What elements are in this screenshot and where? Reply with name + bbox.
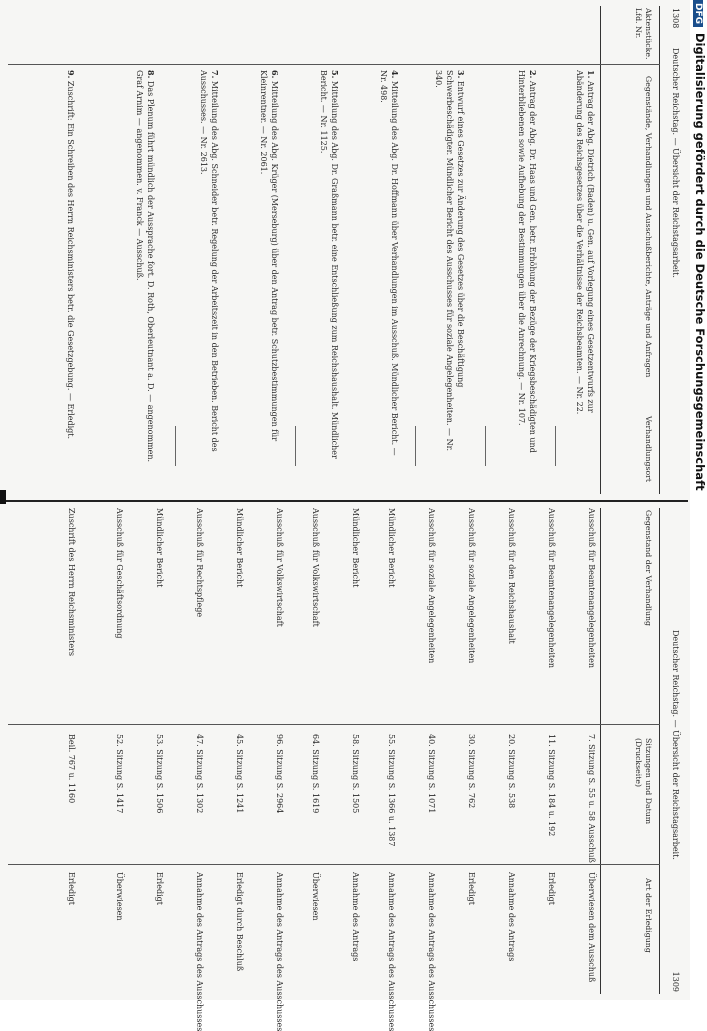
dfg-logo: DFG [693,0,703,27]
left-entries [8,6,596,494]
entry: 9. Zuschrift: Ein Schreiben des Herrn Reichsministers betr. die Gesetzgebung. — Erledigt. [66,70,76,440]
right-page-header [660,510,680,992]
right-col-3: Art der Erledigung [644,878,653,953]
right-page-title: Deutscher Reichstag. — Übersicht der Reichstagsarbeit. [671,630,680,860]
dash-rule [175,426,176,466]
dash-rule [295,426,296,466]
entry: 4. Mitteilung des Abg. Dr. Hoffmann über Verhandlungen im Ausschuß. Mündlicher Bericht. — Nr. 498. [379,70,400,456]
left-column-header [600,6,660,494]
right-rows [8,508,596,1031]
dfg-stamp [690,0,707,1000]
right-col-2: Sitzungen und Datum (Druckseite) [634,738,653,825]
right-page [0,502,688,1031]
table-row: Mündlicher Bericht 55. Sitzung S. 1366 u. 1387 Annahme des Antrags des Ausschusses [387,508,396,1031]
table-row: Ausschuß für Rechtspflege 47. Sitzung S. 1302 Annahme des Antrags des Ausschusses [195,508,204,1031]
table-row: Ausschuß für Beamtenangelegenheiten 7. Sitzung S. 55 u. 58 Ausschuß Überwiesen dem Ausschuß [587,508,596,983]
left-page-number: 1308 [671,8,680,29]
dfg-stamp-text: Digitalisierung gefördert durch die Deutsche Forschungsgemeinschaft [693,33,707,491]
entry: 5. Mitteilung des Abg. Dr. Graßmann betr. eine Entschließung zum Reichshaushalt. Mündlicher Bericht. — Nr. 1125. [319,70,340,459]
left-col-1: Aktenstücke. Lfd. Nr. [634,8,653,60]
right-column-header [600,508,660,994]
table-row: Ausschuß für soziale Angelegenheiten 30. Sitzung S. 762 Erledigt [467,508,476,905]
left-page-title: Deutscher Reichstag. — Übersicht der Reichstagsarbeit. [671,48,680,278]
right-page-number: 1309 [671,971,680,992]
entry: 2. Antrag der Abg. Dr. Haas und Gen. betr. Erhöhung der Bezüge der Kriegsbeschädigten und Hinterbliebenen sowie Aufhebung der Bestimmungen über die Anrechnung. — Nr. 107. [517,70,538,453]
table-row: Ausschuß für den Reichshaushalt 20. Sitzung S. 538 Annahme des Antrags [507,508,516,962]
entry: 8. Das Plenum führt mündlich der Aussprache fort. D. Roth, Oberleutnant a. D. — angenommen. Graf Arnim — angenommen. v. Franck — Ausschuß. [135,70,156,463]
left-col-3: Verhandlungsort [644,416,653,483]
binding-mark [0,490,6,504]
table-row: Ausschuß für Volkswirtschaft 64. Sitzung S. 1619 Überwiesen [311,508,320,921]
entry: 6. Mitteilung des Abg. Krüger (Merseburg) über den Antrag betr. Schutzbestimmungen für Kleinrentner. — Nr. 2061. [259,70,280,442]
dash-rule [415,426,416,466]
table-row: Ausschuß für Beamtenangelegenheiten 11. Sitzung S. 184 u. 192 Erledigt [547,508,556,905]
dash-rule [555,426,556,466]
left-page-header [660,8,680,492]
left-col-2: Gegenstände, Verhandlungen und Ausschußberichte, Anträge und Anfragen [644,76,653,378]
table-row: Ausschuß für Volkswirtschaft 96. Sitzung S. 2964 Annahme des Antrags des Ausschusses [275,508,284,1031]
entry: 3. Entwurf eines Gesetzes zur Änderung des Gesetzes über die Beschäftigung Schwerbeschädigter. Mündlicher Bericht des Ausschusses für soziale Angelegenheiten. — Nr. 340. [434,70,466,452]
entry: 1. Antrag der Abg. Dietrich (Baden) u. Gen. auf Vorlegung eines Gesetzentwurfs zur Abänderung des Reichsgesetzes über die Verhältnisse der Reichsbeamten. — Nr. 22. [575,70,596,415]
entry: 7. Mitteilung des Abg. Schneider betr. Regelung der Arbeitszeit in den Betrieben. Bericht des Ausschusses. — Nr. 2613. [199,70,220,452]
table-row: Ausschuß für soziale Angelegenheiten 40. Sitzung S. 1071 Annahme des Antrags des Ausschusses [427,508,436,1031]
right-col-1: Gegenstand der Verhandlung [644,510,653,627]
dash-rule [485,426,486,466]
table-row: Mündlicher Bericht 45. Sitzung S. 1241 Erledigt durch Beschluß [235,508,244,972]
left-page [0,0,688,502]
table-row: Zuschrift des Herrn Reichsministers Beil. 767 u. 1160 Erledigt [67,508,76,905]
table-row: Mündlicher Bericht 58. Sitzung S. 1505 Annahme des Antrags [351,508,360,962]
table-row: Ausschuß für Geschäftsordnung 52. Sitzung S. 1417 Überwiesen [115,508,124,921]
table-row: Mündlicher Bericht 53. Sitzung S. 1506 Erledigt [155,508,164,905]
